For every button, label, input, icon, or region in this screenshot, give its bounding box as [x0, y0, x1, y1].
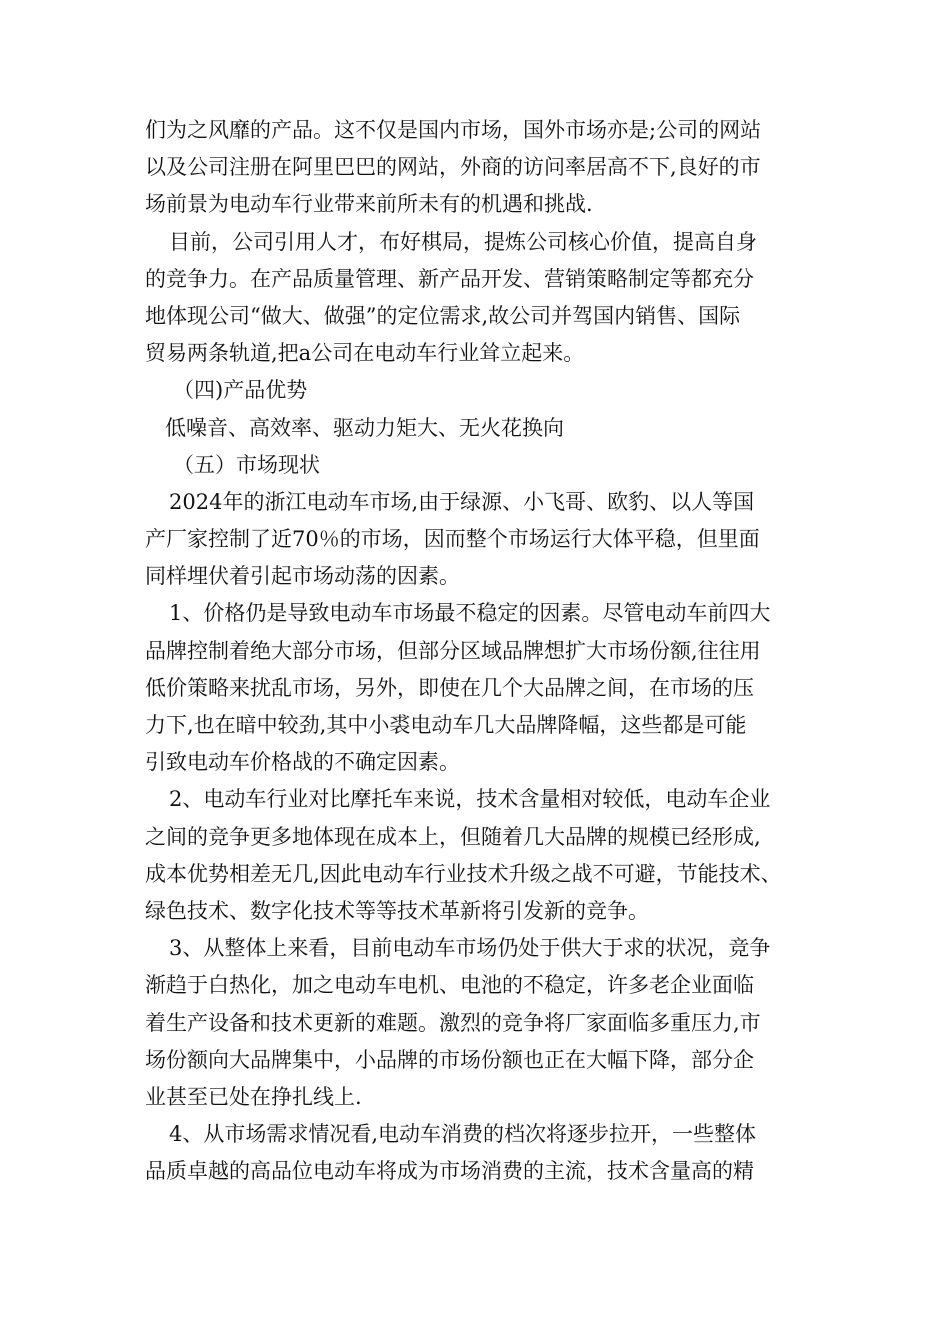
text-line: 4、从市场需求情况看,电动车消费的档次将逐步拉开，一些整体 — [169, 1122, 757, 1147]
text-line: 场前景为电动车行业带来前所未有的机遇和挑战. — [145, 192, 593, 217]
text-line: 低价策略来扰乱市场，另外，即使在几个大品牌之间，在市场的压 — [145, 675, 754, 700]
text-line: 1、价格仍是导致电动车市场最不稳定的因素。尽管电动车前四大 — [169, 601, 771, 626]
text-line: 品质卓越的高品位电动车将成为市场消费的主流，技术含量高的精 — [145, 1159, 754, 1184]
text-line: 渐趋于白热化，加之电动车电机、电池的不稳定，许多老企业面临 — [145, 973, 754, 998]
document-body — [145, 112, 835, 1190]
text-line: 的竞争力。在产品质量管理、新产品开发、营销策略制定等都充分 — [145, 266, 754, 291]
text-line: 之间的竞争更多地体现在成本上，但随着几大品牌的规模已经形成, — [145, 824, 761, 849]
text-line: 引致电动车价格战的不确定因素。 — [145, 750, 460, 775]
section-heading: （五）市场现状 — [173, 452, 320, 477]
text-line: 产厂家控制了近70％的市场，因而整个市场运行大体平稳，但里面 — [145, 527, 760, 552]
text-line: 品牌控制着绝大部分市场，但部分区域品牌想扩大市场份额,往往用 — [145, 638, 761, 663]
text-line: 3、从整体上来看，目前电动车市场仍处于供大于求的状况，竞争 — [169, 936, 771, 961]
text-line: 低噪音、高效率、驱动力矩大、无火花换向 — [165, 415, 564, 440]
text-line: 目前，公司引用人才，布好棋局，提炼公司核心价值，提高自身 — [169, 229, 757, 254]
text-line: 同样埋伏着引起市场动荡的因素。 — [145, 564, 460, 589]
section-heading: （四)产品优势 — [173, 378, 308, 403]
text-line: 成本优势相差无几,因此电动车行业技术升级之战不可避，节能技术、 — [145, 861, 782, 886]
text-line: 贸易两条轨道,把a公司在电动车行业耸立起来。 — [145, 341, 585, 366]
text-line: 场份额向大品牌集中，小品牌的市场份额也正在大幅下降，部分企 — [145, 1047, 754, 1072]
text-line: 着生产设备和技术更新的难题。激烈的竞争将厂家面临多重压力,市 — [145, 1010, 761, 1035]
text-line: 地体现公司“做大、做强”的定位需求,故公司并驾国内销售、国际 — [145, 303, 741, 328]
text-line: 们为之风靡的产品。这不仅是国内市场，国外市场亦是;公司的网站 — [145, 118, 762, 142]
text-line: 2、电动车行业对比摩托车来说，技术含量相对较低，电动车企业 — [169, 787, 771, 812]
text-line: 绿色技术、数字化技术等等技术革新将引发新的竞争。 — [145, 898, 649, 923]
text-line: 业甚至已处在挣扎线上. — [145, 1084, 362, 1109]
text-line: 以及公司注册在阿里巴巴的网站，外商的访问率居高不下,良好的市 — [145, 155, 761, 180]
text-line: 力下,也在暗中较劲,其中小裘电动车几大品牌降幅，这些都是可能 — [145, 713, 747, 737]
text-line: 2024年的浙江电动车市场,由于绿源、小飞哥、欧豹、以人等国 — [169, 489, 755, 514]
